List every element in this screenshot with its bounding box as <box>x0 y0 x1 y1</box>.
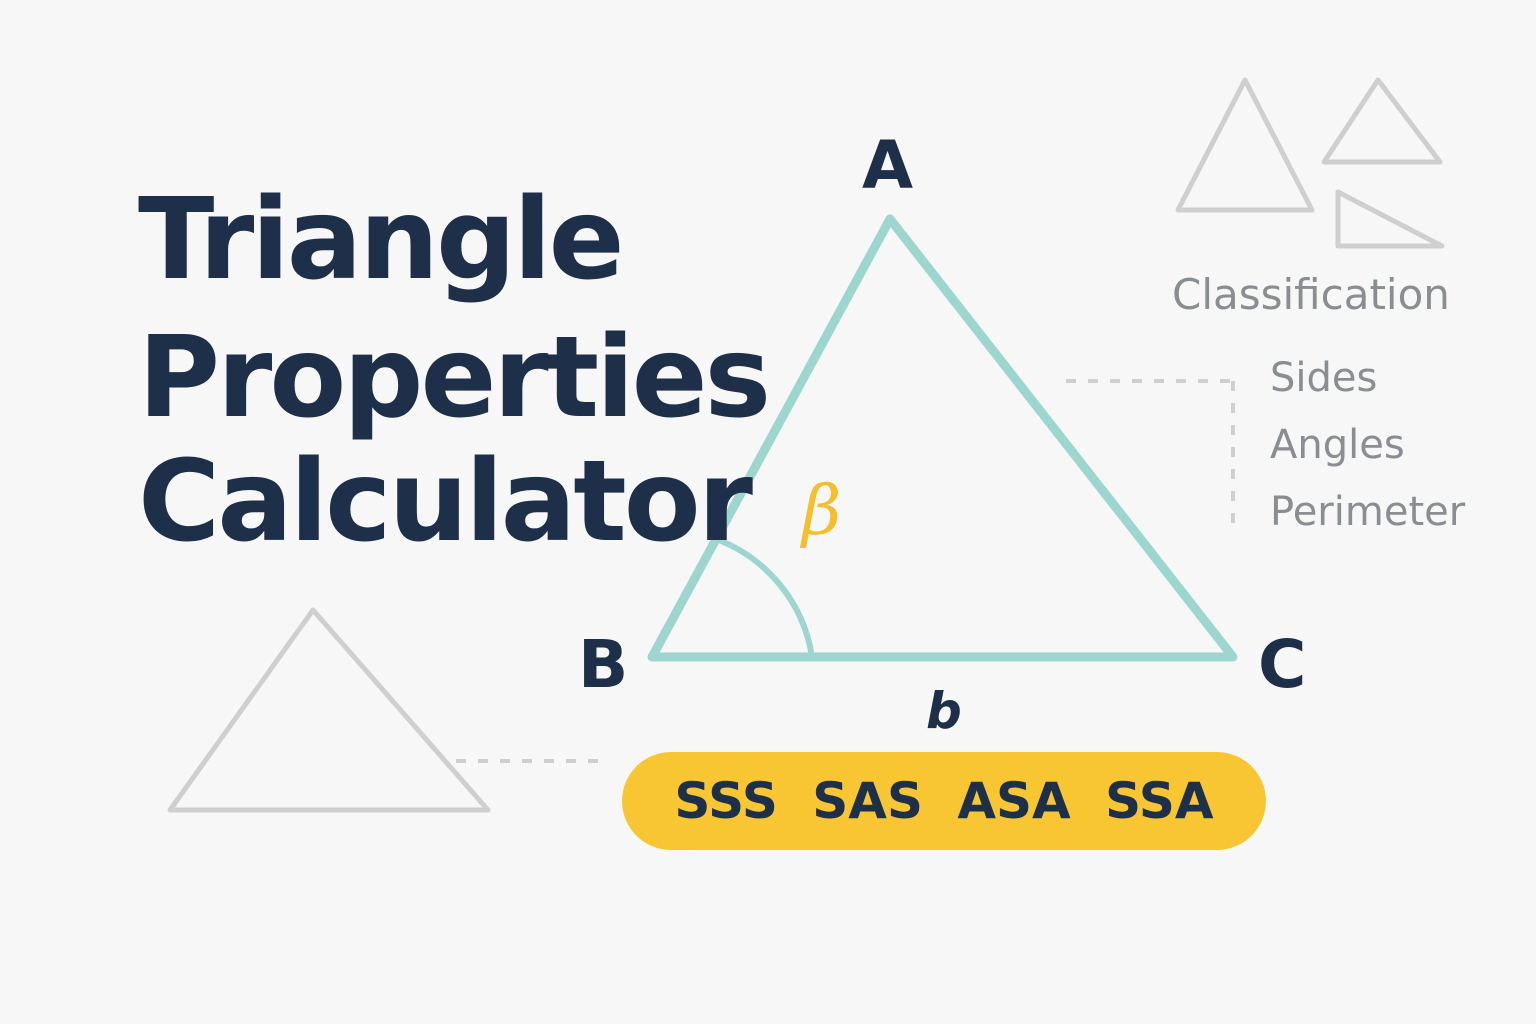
case-sss: SSS <box>674 772 778 830</box>
case-pill <box>622 752 1266 850</box>
title-line-1: Triangle <box>138 175 622 305</box>
decorative-triangle-bottom-left <box>170 610 488 810</box>
decorative-right-triangle <box>1338 192 1442 246</box>
classification-item-angles: Angles <box>1270 422 1405 468</box>
vertex-label-c: C <box>1258 626 1307 703</box>
case-asa: ASA <box>957 772 1071 830</box>
classification-item-sides: Sides <box>1270 355 1378 401</box>
vertex-label-b: B <box>578 626 629 703</box>
classification-item-perimeter: Perimeter <box>1270 489 1466 535</box>
decorative-triangle-small <box>1324 80 1440 162</box>
case-ssa: SSA <box>1105 772 1214 830</box>
vertex-label-a: A <box>862 127 914 204</box>
case-sas: SAS <box>812 772 923 830</box>
title-line-2: Properties <box>138 313 769 443</box>
decorative-triangle-large <box>1178 80 1312 210</box>
angle-label-beta: β <box>802 472 842 551</box>
classification-title: Classification <box>1172 270 1450 319</box>
side-label-b: b <box>926 682 962 740</box>
title-line-3: Calculator <box>138 437 750 567</box>
